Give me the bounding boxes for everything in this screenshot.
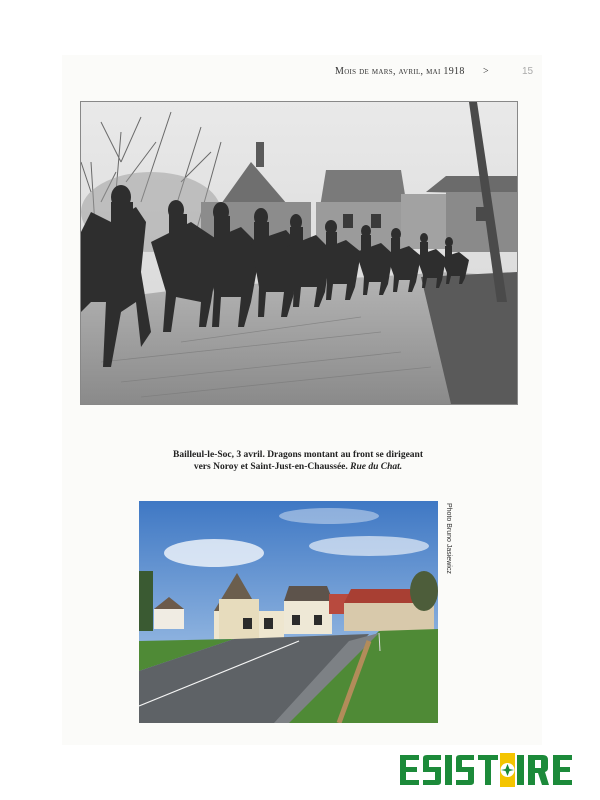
caption-line-2 (80, 461, 516, 473)
photo-credit: Photo Bruno Jasiewicz (445, 503, 452, 574)
header-arrow: > (483, 66, 489, 77)
page-number: 15 (522, 66, 534, 77)
caption-street-name: Rue du Chat. (350, 462, 403, 472)
header-title: Mois de mars, avril, mai 1918 (335, 66, 465, 77)
caption-line-2-text: vers Noroy et Saint-Just-en-Chaussée. (193, 462, 348, 472)
modern-photo-village (139, 501, 438, 723)
historic-photo-cavalry (80, 101, 518, 405)
caption-line-1: Bailleul-le-Soc, 3 avril. Dragons montant au front se dirigeant (173, 450, 423, 460)
esistoire-logo (395, 749, 595, 791)
page-header (335, 66, 465, 77)
logo-text: ESISTOIRE (395, 749, 400, 750)
photo-caption (80, 449, 516, 473)
